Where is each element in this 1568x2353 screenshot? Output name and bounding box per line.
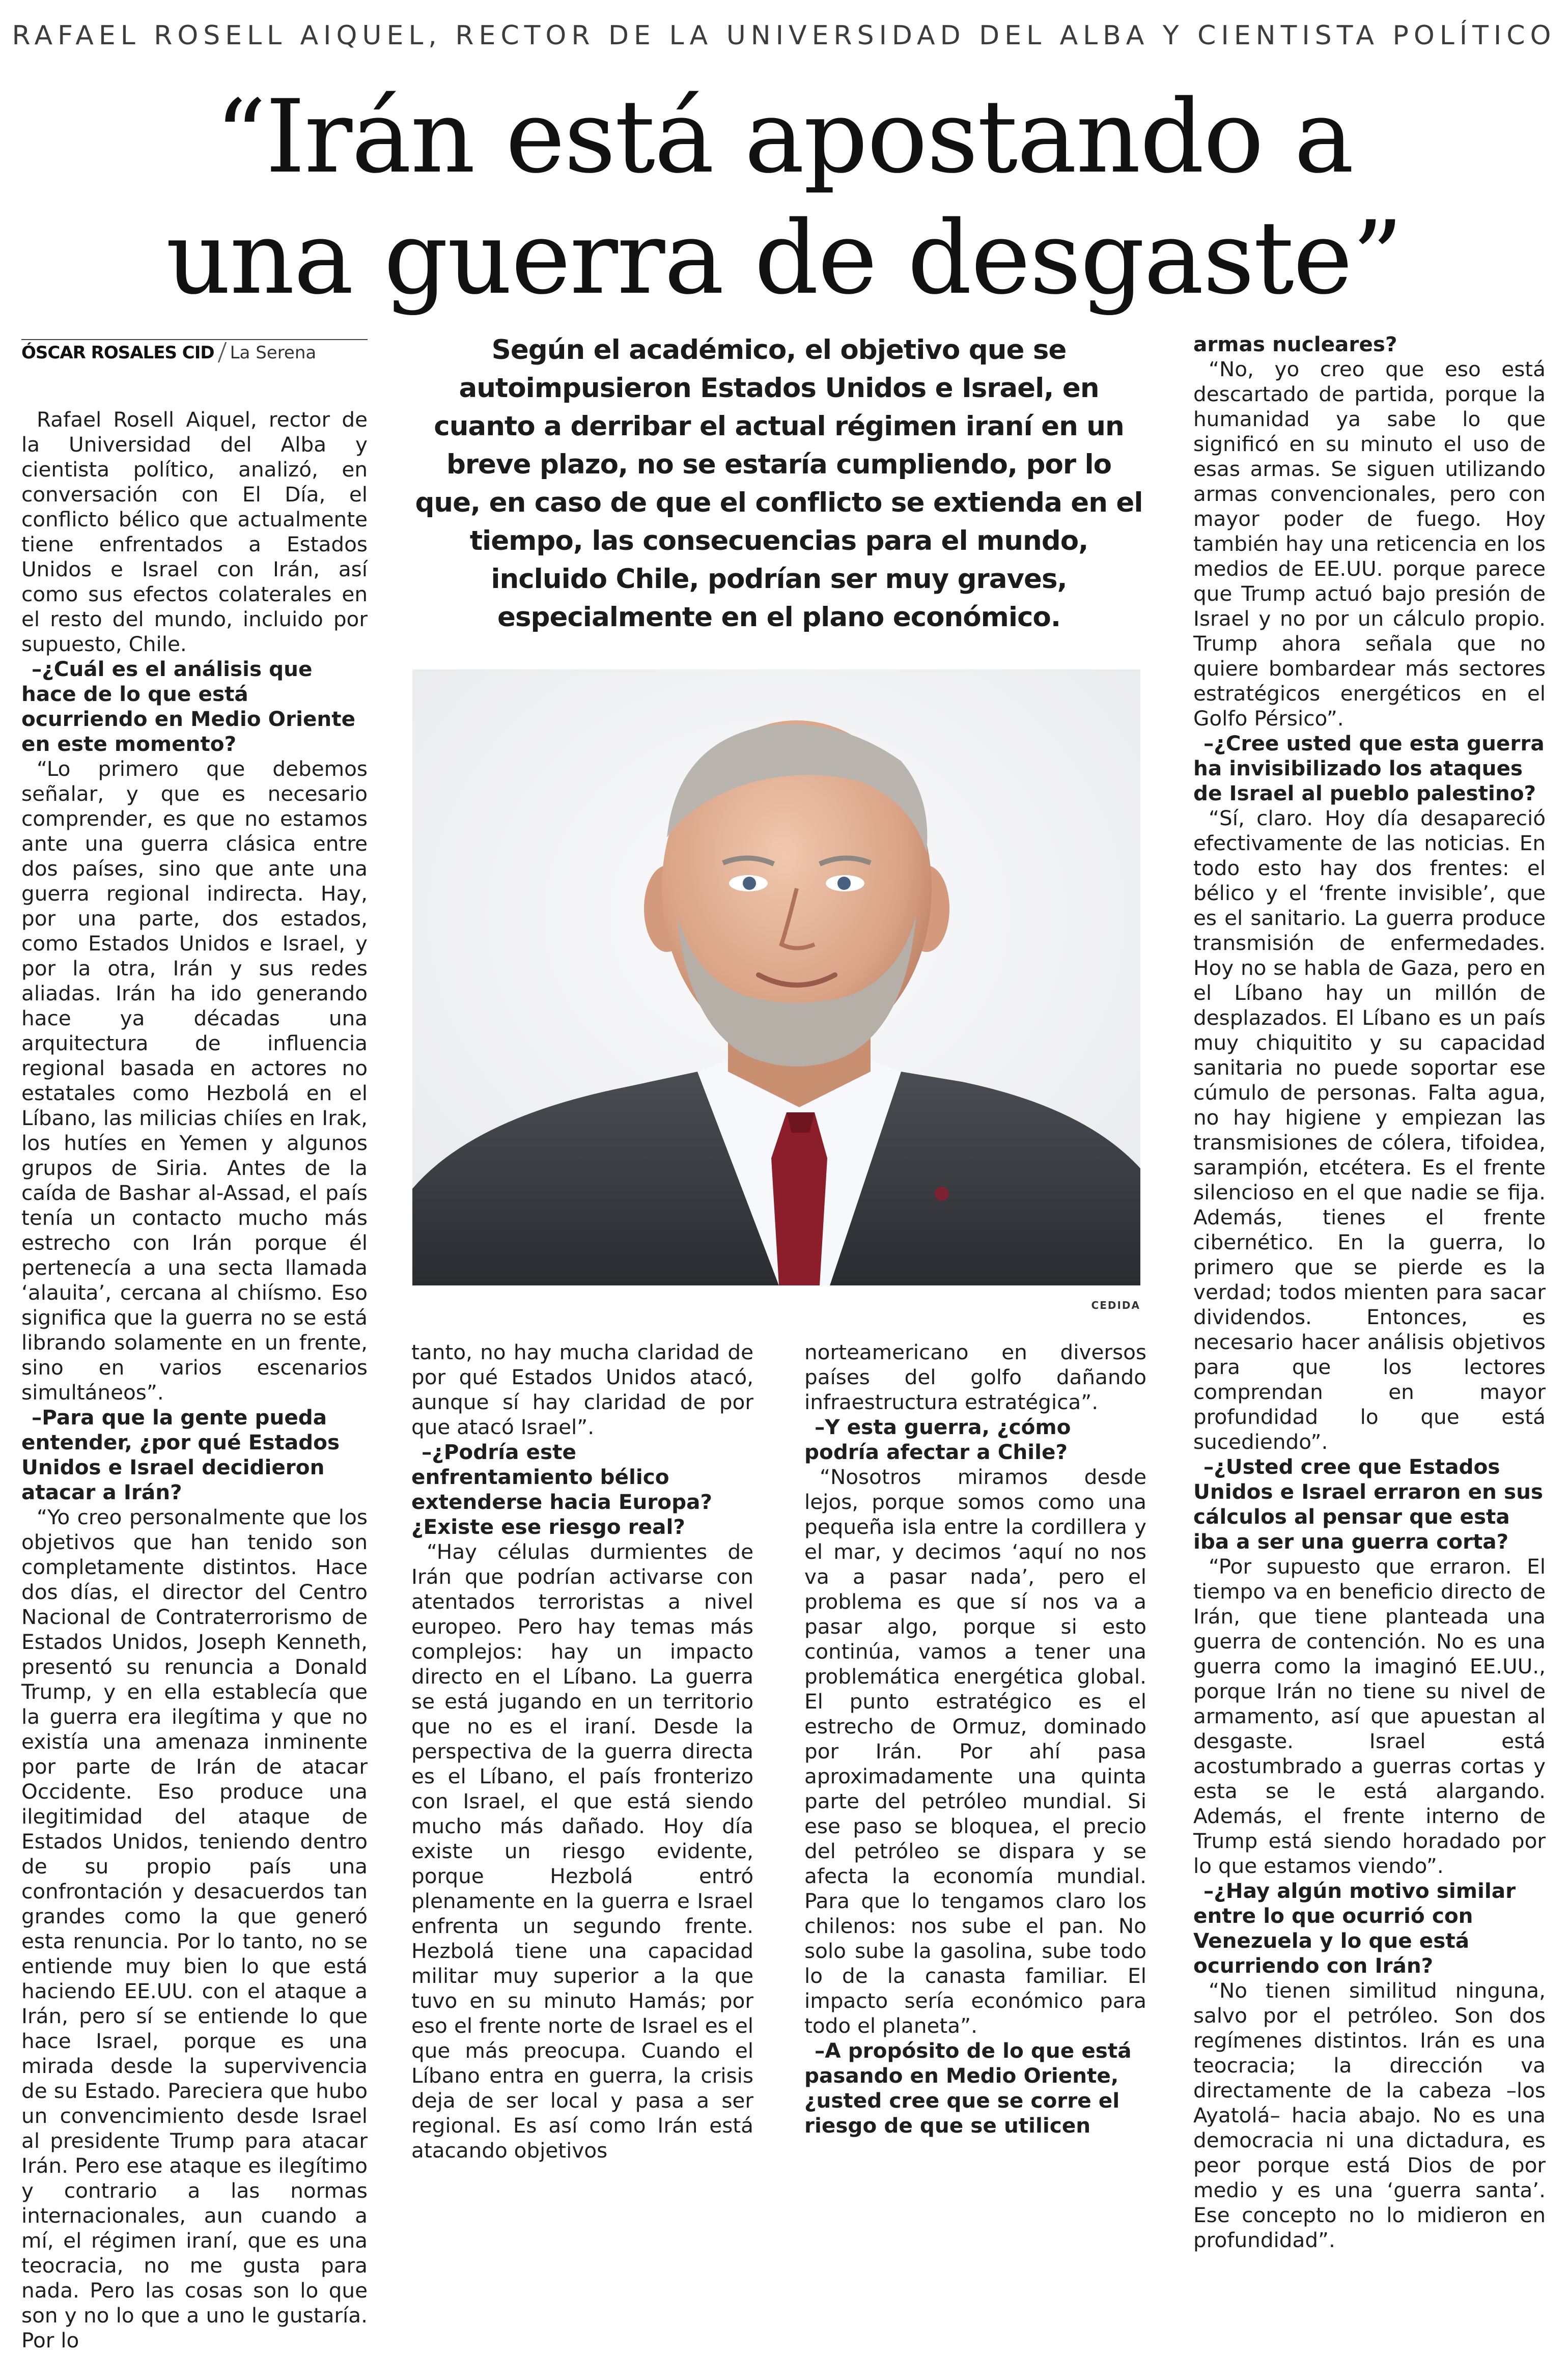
answer-3: “Hay células durmientes de Irán que podrían activarse con atentados terroristas a nivel europeo. Pero hay temas más complejos: hay un impacto directo en el Líbano. La guerra se está jugando en un territorio que no es el iraní. Desde la perspectiva de la guerra directa es el Líbano, el país fronterizo con Israel, el que está siendo mucho más dañado. Hoy día existe un riesgo evidente, porque Hezbolá entró plenamente en la guerra e Israel enfrenta un segundo frente. Hezbolá tiene una capacidad militar muy superior a la que tuvo en su minuto Hamás; por eso el frente norte de Israel es el que más preocupa. Cuando el Líbano entra en guerra, la crisis deja de ser local y pasa a ser regional. Es así como Irán está atacando objetivos	[411, 1539, 753, 2163]
byline-rule	[21, 339, 368, 340]
kicker: RAFAEL ROSELL AIQUEL, RECTOR DE LA UNIVERSIDAD DEL ALBA Y CIENTISTA POLÍTICO	[12, 20, 1556, 51]
article-column-1	[21, 407, 368, 2353]
answer-8: “No tienen similitud ninguna, salvo por el petróleo. Son dos regímenes distintos. Irán es una teocracia; la dirección va directamente de la cabeza –los Ayatolá– hacia abajo. No es una democracia ni una dictadura, es peor porque está Dios de por medio y es una ‘guerra santa’. Ese concepto no lo midieron en profundidad”.	[1193, 1978, 1546, 2252]
byline-author: ÓSCAR ROSALES CID	[21, 343, 214, 363]
answer-4: “Nosotros miramos desde lejos, porque somos como una pequeña isla entre la cordillera y el mar, y decimos ‘aquí no nos va a pasar nada’, pero el problema es que sí nos va a pasar algo, porque si esto continúa, vamos a tener una problemática energética global. El punto estratégico es el estrecho de Ormuz, dominado por Irán. Por ahí pasa aproximadamente una quinta parte del petróleo mundial. Si ese paso se bloquea, el precio del petróleo se dispara y se afecta la economía mundial. Para que lo tengamos claro los chilenos: nos sube el pan. No solo sube la gasolina, sube todo lo de la canasta familiar. El impacto sería económico para todo el planeta”.	[804, 1465, 1146, 2038]
answer-2-continued: tanto, no hay mucha claridad de por qué Estados Unidos atacó, aunque sí hay claridad de por que atacó Israel”.	[411, 1340, 753, 1439]
headline	[0, 76, 1568, 319]
answer-2: “Yo creo personalmente que los objetivos que han tenido son completamente distintos. Hace dos días, el director del Centro Nacional de Contraterrorismo de Estados Unidos, Joseph Kenneth, presentó su renuncia a Donald Trump, y en ella establecía que la guerra era ilegítima y que no existía una amenaza inminente por parte de Irán de atacar Occidente. Eso produce una ilegitimidad del ataque de Estados Unidos, teniendo dentro de su propio país una confrontación y desacuerdos tan grandes como la que generó esta renuncia. Por lo tanto, no se entiende muy bien lo que está haciendo EE.UU. con el ataque a Irán, pero sí se entiende lo que hace Israel, porque es una mirada desde la supervivencia de su Estado. Pareciera que hubo un convencimiento desde Israel al presidente Trump para atacar Irán. Pero ese ataque es ilegítimo y contrario a las normas internacionales, aun cuando a mí, el régimen iraní, que es una teocracia, no me gusta para nada. Pero las cosas son lo que son y no lo que a uno le gustaría. Por lo	[21, 1505, 368, 2352]
article-column-3	[804, 1340, 1146, 2138]
answer-7: “Por supuesto que erraron. El tiempo va en beneficio directo de Irán, que tiene planteada una guerra de contención. No es una guerra como la imaginó EE.UU., porque Irán no tiene su nivel de armamento, así que apuestan al desgaste. Israel está acostumbrado a guerras cortas y esta se le está alargando. Además, el frente interno de Trump está siendo horadado por lo que estamos viendo”.	[1193, 1554, 1546, 1878]
answer-1: “Lo primero que debemos señalar, y que es necesario comprender, es que no estamos ante una guerra clásica entre dos países, sino que ante una guerra regional indirecta. Hay, por una parte, dos estados, como Estados Unidos e Israel, y por la otra, Irán y sus redes aliadas. Irán ha ido generando hace ya décadas una arquitectura de influencia regional basada en actores no estatales como Hezbolá en el Líbano, las milicias chiíes en Irak, los hutíes en Yemen y algunos grupos de Siria. Antes de la caída de Bashar al-Assad, el país tenía un contacto mucho más estrecho con Irán porque él pertenecía a una secta llamada ‘alauita’, cercana al chiísmo. Eso significa que la guerra no se está librando solamente en un frente, sino en varios escenarios simultáneos”.	[21, 757, 368, 1405]
photo-credit: CEDIDA	[1091, 1299, 1140, 1311]
answer-5: “No, yo creo que eso está descartado de partida, porque la humanidad ya sabe lo que significó en su minuto el uso de esas armas. Se siguen utilizando armas convencionales, pero con mayor poder de fuego. Hoy también hay una reticencia en los medios de EE.UU. porque parece que Trump actuó bajo presión de Israel y no por un cálculo propio. Trump ahora señala que no quiere bombardear más sectores estratégicos energéticos en el Golfo Pérsico”.	[1193, 357, 1546, 731]
question-6: –¿Cree usted que esta guerra ha invisibilizado los ataques de Israel al pueblo palestino?	[1193, 731, 1545, 805]
answer-6: “Sí, claro. Hoy día desapareció efectivamente de las noticias. En todo esto hay dos frentes: el bélico y el ‘frente invisible’, que es el sanitario. La guerra produce transmisión de enfermedades. Hoy no se habla de Gaza, pero en el Líbano hay un millón de desplazados. El Líbano es un país muy chiquitito y su capacidad sanitaria no puede soportar ese cúmulo de personas. Falta agua, no hay higiene y empiezan las transmisiones de cólera, tifoidea, sarampión, etcétera. Es el frente silencioso en el que nadie se fija. Además, tienes el frente cibernético. En la guerra, lo primero que se pierde es la verdad; todos mienten para sacar dividendos. Entonces, es necesario hacer análisis objetivos para que los lectores comprendan en mayor profundidad lo que está sucediendo”.	[1193, 806, 1546, 1454]
question-5: –A propósito de lo que está pasando en Medio Oriente, ¿usted cree que se corre el riesgo de que se utilicen	[804, 2038, 1132, 2138]
byline-location: La Serena	[230, 343, 317, 363]
headline-line-2: una guerra de desgaste”	[165, 199, 1403, 317]
question-4: –Y esta guerra, ¿cómo podría afectar a Chile?	[804, 1415, 1071, 1464]
headline-line-1: “Irán está apostando a	[215, 78, 1353, 195]
article-column-2	[411, 1340, 753, 2163]
intro-paragraph: Rafael Rosell Aiquel, rector de la Universidad del Alba y cientista político, analizó, en conversación con El Día, el conflicto bélico que actualmente tiene enfrentados a Estados Unidos e Israel con Irán, así como sus efectos colaterales en el resto del mundo, incluido por supuesto, Chile.	[21, 407, 368, 656]
question-2: –Para que la gente pueda entender, ¿por qué Estados Unidos e Israel decidieron atacar a Irán?	[21, 1405, 340, 1504]
byline	[21, 342, 368, 363]
question-7: –¿Usted cree que Estados Unidos e Israel erraron en sus cálculos al pensar que esta iba a ser una guerra corta?	[1193, 1454, 1544, 1554]
question-3: –¿Podría este enfrentamiento bélico extenderse hacia Europa? ¿Existe ese riesgo real?	[411, 1440, 712, 1539]
lede-summary: Según el académico, el objetivo que se autoimpusieron Estados Unidos e Israel, en cuanto a derribar el actual régimen iraní en un breve plazo, no se estaría cumpliendo, por lo que, en caso de que el conflicto se extienda en el tiempo, las consecuencias para el mundo, incluido Chile, podrían ser muy graves, especialmente en el plano económico.	[415, 334, 1143, 633]
question-8: –¿Hay algún motivo similar entre lo que ocurrió con Venezuela y lo que está ocurriendo con Irán?	[1193, 1879, 1516, 1978]
portrait-photo	[412, 669, 1140, 1285]
question-5-continued: armas nucleares?	[1193, 332, 1397, 356]
question-1: –¿Cuál es el análisis que hace de lo que está ocurriendo en Medio Oriente en este momento?	[21, 657, 356, 756]
answer-3-continued: norteamericano en diversos países del golfo dañando infraestructura estratégica”.	[804, 1340, 1146, 1414]
article-column-4	[1193, 332, 1546, 2253]
byline-separator	[217, 342, 227, 362]
portrait-illustration	[412, 669, 1140, 1285]
